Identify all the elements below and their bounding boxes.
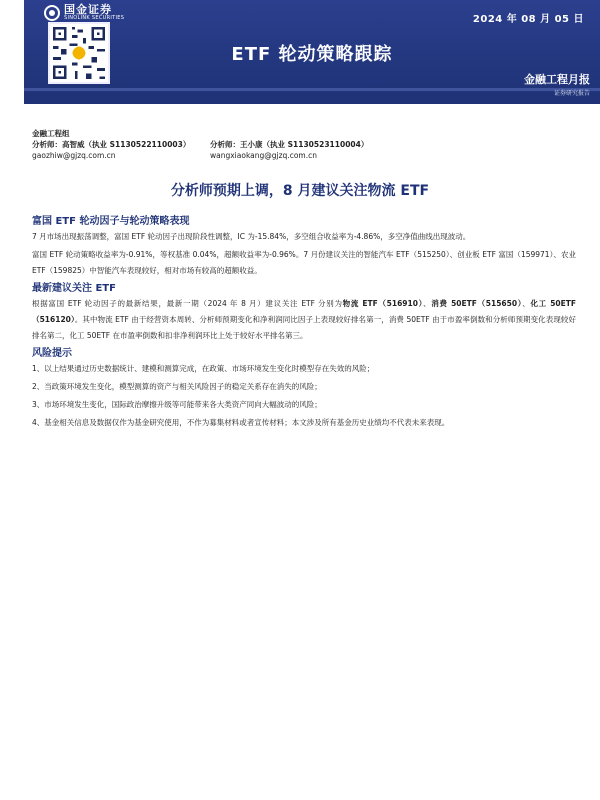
section-heading: 最新建议关注 ETF — [32, 283, 116, 294]
company-logo — [44, 4, 124, 21]
paragraph — [32, 296, 576, 344]
section-heading: 富国 ETF 轮动因子与轮动策略表现 — [32, 216, 190, 227]
risk-item: 3、市场环境发生变化，国际政治摩擦升级等可能带来各大类资产同向大幅波动的风险； — [32, 400, 322, 409]
report-subtype: 证券研究报告 — [553, 90, 590, 97]
paragraph: 7 月市场出现振荡调整，富国 ETF 轮动因子出现阶段性调整，IC 为-15.84%，多空组合收益率为-4.86%，多空净值曲线出现波动。 — [32, 232, 471, 241]
separator: 、 — [423, 299, 432, 308]
analyst-1-email: gaozhiw@gjzq.com.cn — [32, 151, 116, 160]
analyst-2-email: wangxiaokang@gjzq.com.cn — [210, 151, 317, 160]
document-title: 分析师预期上调，8 月建议关注物流 ETF — [170, 183, 430, 199]
risk-item: 1、以上结果通过历史数据统计、建模和测算完成，在政策、市场环境发生变化时模型存在失效的风险； — [32, 364, 375, 373]
section-heading: 风险提示 — [32, 348, 72, 359]
risk-item: 2、当政策环境发生变化，模型测算的资产与相关风险因子的稳定关系存在消失的风险； — [32, 382, 322, 391]
report-type: 金融工程月报 — [524, 73, 590, 86]
report-date: 2024 年 08 月 05 日 — [472, 14, 584, 25]
logo-name-cn: 国金证券 — [64, 3, 112, 16]
paragraph-text: 。其中物流 ETF 由于经营资本周转、分析师预期变化和净利润同比因子上表现较好排名第一，消费 50ETF 由于市盈率倒数和分析师预期变化表现较好排名第二，化工 50ETF 在市盈率倒数和扣非净利润环比上处于较好水平排名第三。 — [32, 315, 576, 340]
analyst-1-name: 高智威（执业 S1130522110003） — [62, 140, 191, 149]
risk-item: 4、基金相关信息及数据仅作为基金研究使用，不作为募集材料或者宣传材料；本文涉及所有基金历史业绩均不代表未来表现。 — [32, 418, 450, 427]
logo-name-en: SINOLINK SECURITIES — [64, 15, 125, 21]
etf-highlight: 消费 50ETF（515650） — [431, 299, 523, 308]
logo-mark-icon — [44, 5, 60, 21]
header-banner — [24, 0, 600, 104]
paragraph-text: 根据富国 ETF 轮动因子的最新结果，最新一期（2024 年 8 月）建议关注 ETF 分别为 — [32, 299, 343, 308]
analyst-group: 金融工程组 — [32, 129, 70, 138]
report-title: ETF 轮动策略跟踪 — [231, 44, 393, 65]
paragraph: 富国 ETF 轮动策略收益率为-0.91%，等权基准 0.04%，超额收益率为-0.96%。7 月份建议关注的智能汽车 ETF（515250）、创业板 ETF 富国（159971）、农业 ETF（159825）中智能汽车表现较好，相对市场有较高的超额收益。 — [32, 250, 576, 275]
analyst-2-label: 分析师： — [210, 140, 240, 149]
etf-highlight: 物流 ETF（516910） — [342, 299, 424, 308]
banner-stripe — [24, 88, 600, 91]
analyst-block — [32, 128, 368, 161]
etf-highlight: 化工 50ETF（516120） — [32, 299, 576, 324]
separator: 、 — [522, 299, 531, 308]
document-body — [32, 214, 576, 433]
analyst-2-name: 王小康（执业 S1130523110004） — [240, 140, 369, 149]
analyst-1-label: 分析师： — [32, 140, 62, 149]
